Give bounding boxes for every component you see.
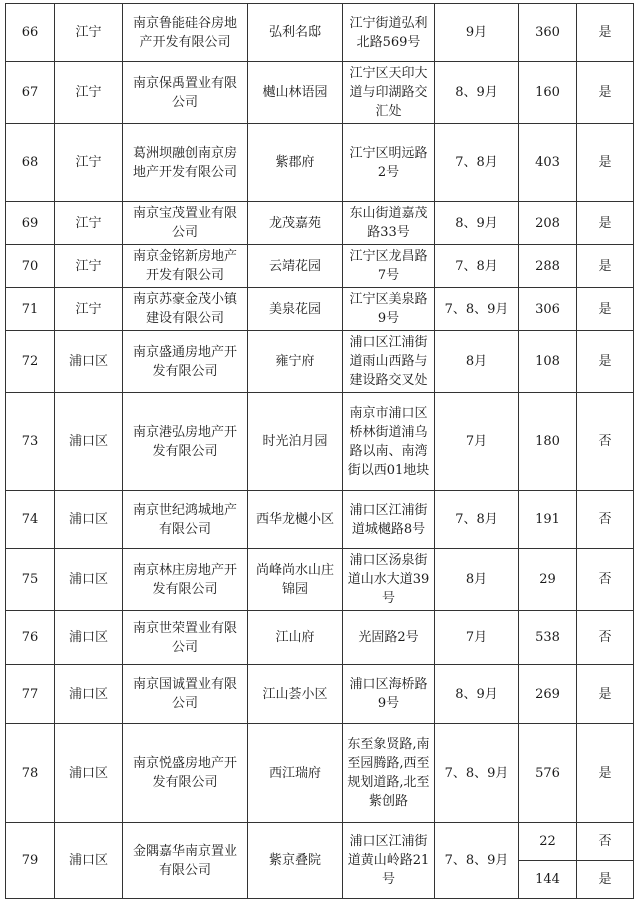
cell-flag: 否 xyxy=(577,611,634,665)
cell-project-name: 云靖花园 xyxy=(248,245,343,288)
cell-row-number: 74 xyxy=(6,491,55,549)
cell-row-number: 79 xyxy=(6,823,55,899)
cell-month: 7、8、9月 xyxy=(435,823,519,899)
cell-district: 江宁 xyxy=(55,4,123,62)
cell-flag: 是 xyxy=(577,124,634,202)
cell-flag: 是 xyxy=(577,724,634,823)
cell-project-name: 龙茂嘉苑 xyxy=(248,202,343,245)
cell-address: 南京市浦口区桥林街道浦乌路以南、南湾街以西01地块 xyxy=(343,393,435,491)
cell-flag: 是 xyxy=(577,62,634,124)
cell-flag: 是 xyxy=(577,4,634,62)
cell-row-number: 75 xyxy=(6,549,55,611)
cell-unit-count: 269 xyxy=(519,665,577,724)
cell-project-name: 西华龙樾小区 xyxy=(248,491,343,549)
cell-district: 浦口区 xyxy=(55,331,123,393)
cell-unit-count: 160 xyxy=(519,62,577,124)
cell-unit-count: 108 xyxy=(519,331,577,393)
cell-address: 浦口区江浦街道城樾路8号 xyxy=(343,491,435,549)
cell-unit-count: 191 xyxy=(519,491,577,549)
cell-project-name: 紫京叠院 xyxy=(248,823,343,899)
cell-unit-count: 29 xyxy=(519,549,577,611)
cell-company-name: 南京悦盛房地产开发有限公司 xyxy=(123,724,248,823)
cell-address: 江宁街道弘利北路569号 xyxy=(343,4,435,62)
cell-flag: 否 xyxy=(577,549,634,611)
table-row xyxy=(6,611,634,665)
cell-unit-count: 306 xyxy=(519,288,577,331)
cell-company-name: 南京港弘房地产开发有限公司 xyxy=(123,393,248,491)
cell-unit-count: 360 xyxy=(519,4,577,62)
cell-row-number: 69 xyxy=(6,202,55,245)
cell-unit-count: 180 xyxy=(519,393,577,491)
cell-row-number: 77 xyxy=(6,665,55,724)
table-body xyxy=(6,4,634,899)
table-row xyxy=(6,124,634,202)
table-row xyxy=(6,823,634,861)
cell-address: 浦口区江浦街道黄山岭路21号 xyxy=(343,823,435,899)
cell-project-name: 樾山林语园 xyxy=(248,62,343,124)
cell-flag: 是 xyxy=(577,331,634,393)
cell-company-name: 南京国诚置业有限公司 xyxy=(123,665,248,724)
cell-flag: 是 xyxy=(577,665,634,724)
cell-month: 8、9月 xyxy=(435,62,519,124)
cell-address: 江宁区明远路2号 xyxy=(343,124,435,202)
cell-month: 9月 xyxy=(435,4,519,62)
cell-district: 浦口区 xyxy=(55,549,123,611)
cell-month: 7、8月 xyxy=(435,124,519,202)
cell-company-name: 葛洲坝融创南京房地产开发有限公司 xyxy=(123,124,248,202)
table-row xyxy=(6,549,634,611)
cell-address: 东至象贤路,南至园腾路,西至规划道路,北至紫创路 xyxy=(343,724,435,823)
cell-project-name: 紫郡府 xyxy=(248,124,343,202)
cell-month: 7、8、9月 xyxy=(435,724,519,823)
cell-project-name: 江山府 xyxy=(248,611,343,665)
cell-project-name: 美泉花园 xyxy=(248,288,343,331)
cell-flag: 否 xyxy=(577,491,634,549)
cell-company-name: 南京宝茂置业有限公司 xyxy=(123,202,248,245)
cell-unit-count: 576 xyxy=(519,724,577,823)
cell-unit-count: 403 xyxy=(519,124,577,202)
cell-month: 7、8月 xyxy=(435,491,519,549)
cell-address: 东山街道嘉茂路33号 xyxy=(343,202,435,245)
cell-company-name: 南京鲁能硅谷房地产开发有限公司 xyxy=(123,4,248,62)
cell-district: 浦口区 xyxy=(55,724,123,823)
cell-row-number: 73 xyxy=(6,393,55,491)
cell-project-name: 弘利名邸 xyxy=(248,4,343,62)
cell-row-number: 68 xyxy=(6,124,55,202)
cell-project-name: 雍宁府 xyxy=(248,331,343,393)
cell-address: 江宁区龙昌路7号 xyxy=(343,245,435,288)
table-row xyxy=(6,331,634,393)
cell-month: 7月 xyxy=(435,611,519,665)
cell-flag: 是 xyxy=(577,288,634,331)
cell-company-name: 南京林庄房地产开发有限公司 xyxy=(123,549,248,611)
cell-district: 浦口区 xyxy=(55,491,123,549)
cell-unit-count: 288 xyxy=(519,245,577,288)
cell-address: 江宁区美泉路9号 xyxy=(343,288,435,331)
cell-month: 8、9月 xyxy=(435,665,519,724)
cell-unit-count: 208 xyxy=(519,202,577,245)
cell-flag: 是 xyxy=(577,861,634,899)
cell-project-name: 江山荟小区 xyxy=(248,665,343,724)
cell-month: 7、8月 xyxy=(435,245,519,288)
cell-row-number: 71 xyxy=(6,288,55,331)
cell-district: 江宁 xyxy=(55,202,123,245)
cell-month: 8月 xyxy=(435,331,519,393)
cell-flag: 是 xyxy=(577,245,634,288)
cell-row-number: 76 xyxy=(6,611,55,665)
cell-row-number: 66 xyxy=(6,4,55,62)
table-row xyxy=(6,665,634,724)
table-row xyxy=(6,288,634,331)
cell-company-name: 南京盛通房地产开发有限公司 xyxy=(123,331,248,393)
cell-district: 浦口区 xyxy=(55,665,123,724)
cell-project-name: 时光泊月园 xyxy=(248,393,343,491)
cell-month: 8月 xyxy=(435,549,519,611)
cell-flag: 否 xyxy=(577,823,634,861)
table-row xyxy=(6,491,634,549)
cell-row-number: 78 xyxy=(6,724,55,823)
cell-address: 浦口区汤泉街道山水大道39号 xyxy=(343,549,435,611)
cell-district: 江宁 xyxy=(55,288,123,331)
cell-district: 江宁 xyxy=(55,245,123,288)
cell-unit-count: 144 xyxy=(519,861,577,899)
cell-company-name: 南京世纪鸿城地产有限公司 xyxy=(123,491,248,549)
cell-district: 江宁 xyxy=(55,124,123,202)
cell-row-number: 70 xyxy=(6,245,55,288)
cell-district: 浦口区 xyxy=(55,823,123,899)
table-row xyxy=(6,62,634,124)
cell-address: 光固路2号 xyxy=(343,611,435,665)
cell-address: 江宁区天印大道与印湖路交汇处 xyxy=(343,62,435,124)
cell-company-name: 南京保禹置业有限公司 xyxy=(123,62,248,124)
cell-unit-count: 538 xyxy=(519,611,577,665)
cell-district: 浦口区 xyxy=(55,611,123,665)
cell-address: 浦口区海桥路9号 xyxy=(343,665,435,724)
cell-month: 7月 xyxy=(435,393,519,491)
cell-company-name: 南京苏豪金茂小镇建设有限公司 xyxy=(123,288,248,331)
table-row xyxy=(6,202,634,245)
cell-company-name: 南京金铭新房地产开发有限公司 xyxy=(123,245,248,288)
cell-address: 浦口区江浦街道雨山西路与建设路交叉处 xyxy=(343,331,435,393)
cell-company-name: 南京世荣置业有限公司 xyxy=(123,611,248,665)
cell-month: 7、8、9月 xyxy=(435,288,519,331)
cell-unit-count: 22 xyxy=(519,823,577,861)
cell-row-number: 67 xyxy=(6,62,55,124)
table-row xyxy=(6,393,634,491)
table-row xyxy=(6,724,634,823)
table-row xyxy=(6,245,634,288)
cell-flag: 否 xyxy=(577,393,634,491)
cell-district: 江宁 xyxy=(55,62,123,124)
cell-project-name: 西江瑞府 xyxy=(248,724,343,823)
cell-flag: 是 xyxy=(577,202,634,245)
cell-company-name: 金隅嘉华南京置业有限公司 xyxy=(123,823,248,899)
table-row xyxy=(6,4,634,62)
cell-district: 浦口区 xyxy=(55,393,123,491)
cell-row-number: 72 xyxy=(6,331,55,393)
cell-project-name: 尚峰尚水山庄锦园 xyxy=(248,549,343,611)
housing-projects-table xyxy=(5,3,634,899)
cell-month: 8、9月 xyxy=(435,202,519,245)
